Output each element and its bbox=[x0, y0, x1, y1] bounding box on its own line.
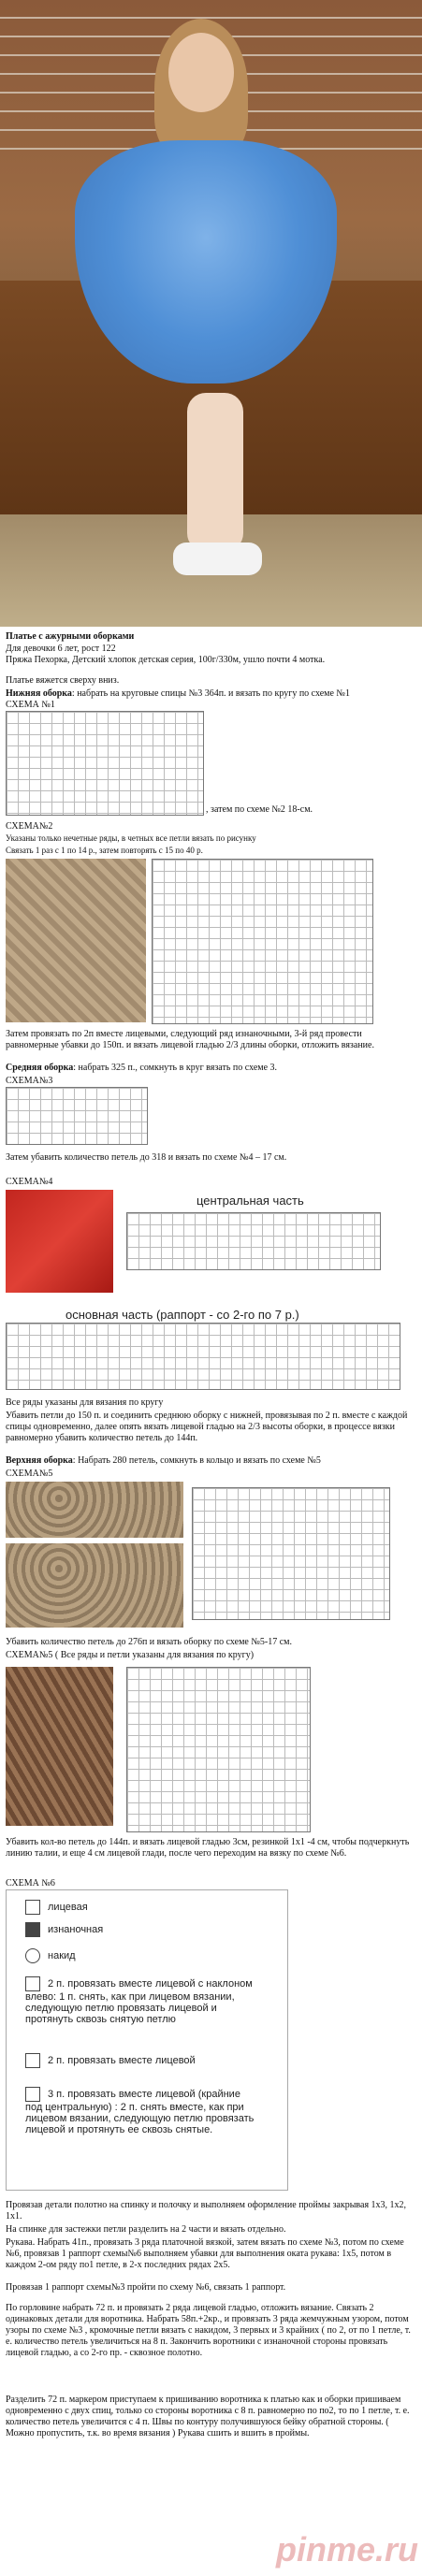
schema5-knit-photo-top bbox=[6, 1482, 183, 1538]
page-title: Платье с ажурными оборками bbox=[6, 631, 135, 642]
para-a: Затем провязать по 2п вместе лицевыми, следующий ряд изнаночными, 3-й ряд провести равномерные убавки до 150п. и вязать лицевой гладью 2/3 длины оборки, отложить вязание. bbox=[6, 1029, 374, 1050]
legs bbox=[187, 393, 243, 552]
legend-ssk: 2 п. провязать вместе лицевой с наклоном влево: 1 п. снять, как при лицевом вязании, следующую петлю провязать лицевой и протянуть сквозь снятую петлю bbox=[25, 1977, 253, 2025]
schema1-chart bbox=[6, 711, 204, 816]
schema4-main-chart bbox=[6, 1323, 400, 1390]
schema2-chart bbox=[152, 859, 373, 1024]
schema5b-label: СХЕМА№5 ( Все ряды и петли указаны для вязания по кругу) bbox=[6, 1650, 255, 1660]
schema2-label: СХЕМА№2 bbox=[6, 821, 53, 832]
intro-line-1: Для девочки 6 лет, рост 122 bbox=[6, 644, 116, 654]
purl-symbol-icon bbox=[25, 1922, 40, 1937]
para-k: По горловине набрать 72 п. и провязать 2 ряда лицевой гладью, отложить вязание. Связать 2 одинаковых детали для воротника. Набрать 58п.+2кр., и провязать 3 ряда жемчужным узором, потом узоры по схеме №3 , кромочные петли вязать с накидом, 3 первых и 3 крайних ( по 2, от по 1 петле, т. е. количество петель увеличиться на 8 п. Закончить воротники с изнаночной стороны провязать лицевой гладью, а со 2-го пр. - сквозное полотно. bbox=[6, 2303, 411, 2358]
para-i: Рукава. Набрать 41п., провязать 3 ряда платочной вязкой, затем вязать по схеме №3, потом по схеме №6, провязав 1 раппорт схемы№6 выполняем убавки для выполнения оката рукава: 1х5, потом в каждом 2-ом ряду по1 петле, в 2-х последних рядах 2х5. bbox=[6, 2237, 404, 2270]
schema4-label: СХЕМА№4 bbox=[6, 1177, 53, 1187]
k2tog-icon bbox=[25, 2053, 40, 2068]
after-schema1: , затем по схеме №2 18-см. bbox=[206, 804, 313, 815]
schema3-chart bbox=[6, 1087, 148, 1145]
face bbox=[168, 33, 234, 112]
schema5b-chart bbox=[126, 1667, 311, 1832]
upper-frill-text: Верхняя оборка: Набрать 280 петель, сомкнуть в кольцо и вязать по схеме №5 bbox=[6, 1455, 321, 1466]
para-c: Все ряды указаны для вязания по кругу bbox=[6, 1397, 164, 1408]
intro-line-2: Пряжа Пехорка, Детский хлопок детская серия, 100г/330м, ушло почти 4 мотка. bbox=[6, 655, 326, 665]
schema2-note: Указаны только нечетные ряды, в четных все петли вязать по рисунку bbox=[6, 833, 256, 843]
legend-purl: изнаночная bbox=[25, 1922, 103, 1937]
legend-k2tog: 2 п. провязать вместе лицевой bbox=[25, 2053, 259, 2068]
para-g: Провязав детали полотно на спинку и полочку и выполняем оформление проймы закрывая 1х3, 1х2, 1х1. bbox=[6, 2200, 407, 2221]
ssk-icon bbox=[25, 1976, 40, 1991]
lower-frill-text: Нижняя оборка: набрать на круговые спицы №3 364п. и вязать по кругу по схеме №1 bbox=[6, 688, 350, 699]
schema3-label: СХЕМА№3 bbox=[6, 1076, 53, 1086]
legend-knit: лицевая bbox=[25, 1900, 88, 1915]
schema6-label: СХЕМА №6 bbox=[6, 1878, 55, 1889]
legend-cdd: 3 п. провязать вместе лицевой (крайние под центральную) : 2 п. снять вместе, как при лицевом вязании, следующую петлю провязать лицевой и протянуть ее сквозь снятые. bbox=[25, 2088, 255, 2135]
schema5-label: СХЕМА№5 bbox=[6, 1469, 53, 1479]
schema5b-knit-photo bbox=[6, 1667, 113, 1826]
photo-girl-dress bbox=[0, 0, 422, 627]
para-b: Затем убавить количество петель до 318 и вязать по схеме №4 – 17 см. bbox=[6, 1152, 287, 1163]
knit-symbol-icon bbox=[25, 1900, 40, 1915]
para-f: Убавить кол-во петель до 144п. и вязать лицевой гладью 3см, резинкой 1х1 -4 см, чтобы подчеркнуть линию талии, и еще 4 см лицевой глади, после чего переходим на вязку по схеме №6. bbox=[6, 1837, 410, 1859]
main-part-label: основная часть (раппорт - со 2-го по 7 р.) bbox=[65, 1308, 299, 1322]
middle-frill-text: Средняя оборка: набрать 325 п., сомкнуть в круг вязать по схеме 3. bbox=[6, 1063, 278, 1073]
schema1-label: СХЕМА №1 bbox=[6, 700, 55, 710]
schema4-central-chart bbox=[126, 1212, 381, 1270]
watermark-logo: pinme.ru bbox=[275, 2530, 418, 2569]
legend-yo: накид bbox=[25, 1948, 76, 1963]
schema5-knit-photo-bottom bbox=[6, 1543, 183, 1628]
para-h: На спинке для застежки петли разделить на 2 части и вязать отдельно. bbox=[6, 2224, 286, 2235]
shoes bbox=[173, 543, 262, 575]
schema5-chart bbox=[192, 1487, 390, 1620]
schema6-legend bbox=[6, 1889, 288, 2191]
schema2-note2: Связать 1 раз с 1 по 14 р., затем повторять с 15 по 40 р. bbox=[6, 846, 203, 855]
schema4-knit-photo bbox=[6, 1190, 113, 1293]
para-e: Убавить количество петель до 276п и вязать оборку по схеме №5-17 см. bbox=[6, 1637, 292, 1647]
yarn-over-icon bbox=[25, 1948, 40, 1963]
para-l: Разделить 72 п. маркером приступаем к пришиванию воротника к платью как и оборки пришиваем одновременно с двух спиц, только со стороны воротника с 8 п. равномерно по по2, то по 1 петле, т. е. количество петель увеличится с 4 п. Швы по контуру получившуюся бейку обратной стороны. ( Можно пропустить, т.к. во время вязания ) Рукава сшить и вшить в проймы. bbox=[6, 2395, 410, 2439]
knit-top-line: Платье вяжется сверху вниз. bbox=[6, 675, 120, 686]
schema2-knit-photo bbox=[6, 859, 146, 1022]
para-j: Провязав 1 раппорт схемы№3 пройти по схему №6, связать 1 раппорт. bbox=[6, 2282, 286, 2293]
cdd-icon bbox=[25, 2087, 40, 2102]
para-d: Убавить петли до 150 п. и соединить среднюю оборку с нижней, провязывая по 2 п. вместе с каждой спицы одновременно, далее опять вязать лицевой гладью на 2/3 высоты оборки, в процессе вязки равномерно убавить количество петель до 144п. bbox=[6, 1411, 408, 1443]
central-part-label: центральная часть bbox=[196, 1194, 304, 1208]
